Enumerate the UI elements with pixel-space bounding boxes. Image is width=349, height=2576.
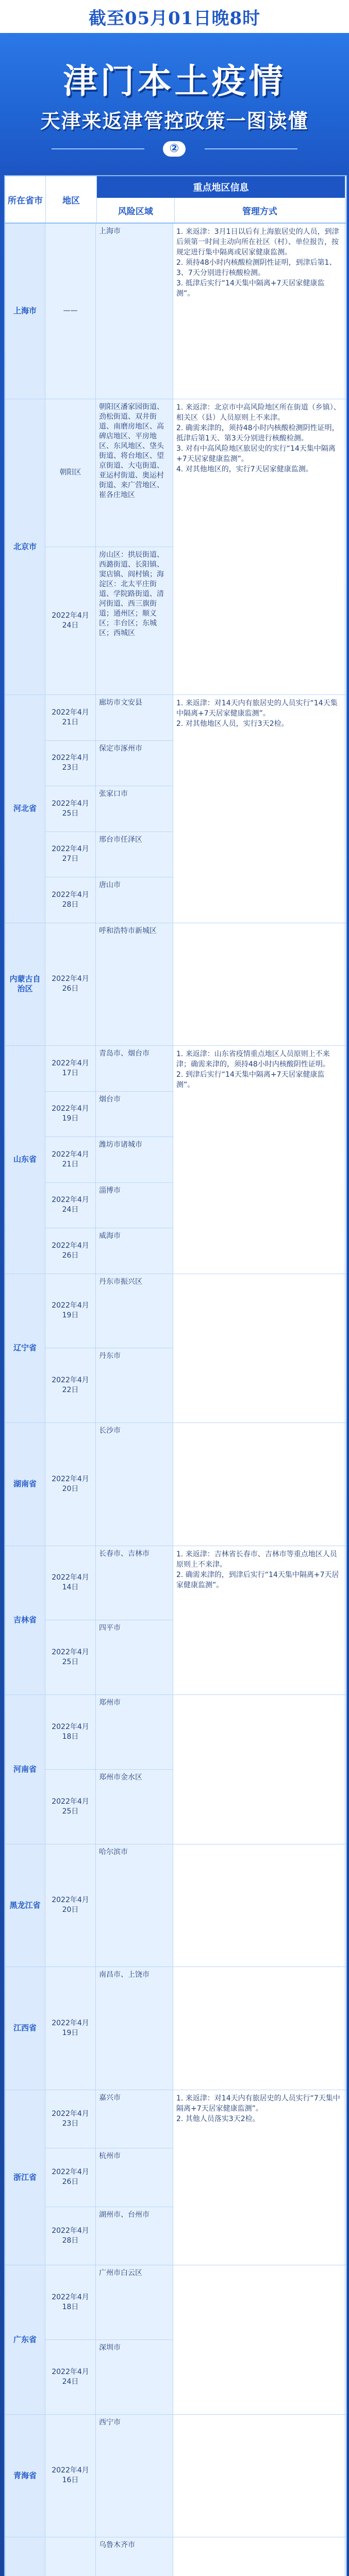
management-measure bbox=[173, 2537, 344, 2576]
province-name: 广东省 bbox=[5, 2265, 45, 2414]
onset-date: 2022年4月17日 bbox=[45, 1046, 96, 1091]
onset-date: 2022年4月26日 bbox=[45, 2148, 96, 2207]
risk-area: 上海市 bbox=[96, 224, 173, 399]
table-row bbox=[45, 1844, 173, 1967]
table-row bbox=[45, 741, 173, 787]
risk-area: 廊坊市文安县 bbox=[96, 695, 173, 740]
header-subcolumns bbox=[97, 198, 345, 223]
table-row bbox=[45, 2148, 173, 2207]
onset-date: 2022年4月14日 bbox=[45, 1546, 96, 1620]
management-measure: 1. 来返津：对14天内有旅居史的人员实行“7天集中隔离+7天居家健康监测”。 2. 其他人员落实3天2检。 bbox=[173, 2090, 344, 2265]
province-name: 吉林省 bbox=[5, 1546, 45, 1695]
date-text: 截至05月01日晚8时 bbox=[88, 8, 261, 29]
management-measure bbox=[173, 1695, 344, 1844]
onset-date: 2022年4月16日 bbox=[45, 2415, 96, 2537]
province-section bbox=[5, 1844, 346, 1968]
province-section bbox=[5, 224, 346, 399]
header-province: 所在省市 bbox=[5, 176, 46, 223]
table-row bbox=[45, 2340, 173, 2414]
risk-area: 哈尔滨市 bbox=[96, 1844, 173, 1967]
management-measure: 1. 来返津：山东省疫情重点地区人员原则上不来津；确需来津的，须持48小时内核酸阴性证明。 2. 到津后实行“14天集中隔离+7天居家健康监测”。 bbox=[173, 1046, 344, 1274]
risk-area: 深圳市 bbox=[96, 2340, 173, 2414]
table-row bbox=[45, 1348, 173, 1422]
table-header bbox=[5, 176, 346, 224]
table-row bbox=[45, 547, 173, 694]
table-row bbox=[45, 1092, 173, 1138]
province-name: 上海市 bbox=[5, 224, 45, 399]
table-row bbox=[45, 1546, 173, 1621]
risk-area: 长春市、吉林市 bbox=[96, 1546, 173, 1620]
province-section bbox=[5, 2537, 346, 2576]
risk-area: 广州市白云区 bbox=[96, 2265, 173, 2340]
onset-date: 2022年4月21日 bbox=[45, 695, 96, 740]
province-section bbox=[5, 2090, 346, 2266]
province-section bbox=[5, 2265, 346, 2415]
province-section bbox=[5, 1046, 346, 1274]
onset-date: 2022年4月26日 bbox=[45, 923, 96, 1046]
onset-date: 2022年4月24日 bbox=[45, 2340, 96, 2414]
table-row bbox=[45, 832, 173, 878]
province-name: 辽宁省 bbox=[5, 1274, 45, 1423]
divider-left bbox=[52, 148, 144, 149]
area-rows bbox=[45, 1695, 173, 1844]
risk-area: 保定市涿州市 bbox=[96, 741, 173, 786]
area-rows bbox=[45, 1274, 173, 1423]
risk-area: 乌鲁木齐市 bbox=[96, 2537, 173, 2576]
risk-area: 邢台市任泽区 bbox=[96, 832, 173, 877]
onset-date: —— bbox=[45, 224, 96, 399]
risk-area: 威海市 bbox=[96, 1228, 173, 1274]
risk-area: 西宁市 bbox=[96, 2415, 173, 2537]
onset-date: 2022年4月19日 bbox=[45, 1274, 96, 1348]
onset-date: 2022年4月24日 bbox=[45, 1183, 96, 1228]
management-measure bbox=[173, 2265, 344, 2414]
onset-date: 2022年4月18日 bbox=[45, 2265, 96, 2340]
risk-area: 郑州市金水区 bbox=[96, 1770, 173, 1844]
header-date: 地区 bbox=[46, 176, 97, 223]
onset-date: 2022年4月20日 bbox=[45, 1423, 96, 1546]
onset-date: 2022年4月27日 bbox=[45, 832, 96, 877]
onset-date: 2022年4月21日 bbox=[45, 1137, 96, 1182]
management-measure: 1. 来返津：对14天内有旅居史的人员实行“14天集中隔离+7天居家健康监测”。 2. 对其他地区人员，实行3天2检。 bbox=[173, 695, 344, 923]
province-name: 北京市 bbox=[5, 399, 45, 695]
table-row bbox=[45, 1183, 173, 1229]
table-row bbox=[45, 1695, 173, 1770]
province-section bbox=[5, 923, 346, 1046]
risk-area: 唐山市 bbox=[96, 877, 173, 923]
table-row bbox=[45, 695, 173, 741]
table-row bbox=[45, 2265, 173, 2340]
management-measure bbox=[173, 923, 344, 1046]
area-rows bbox=[45, 1967, 173, 2090]
management-measure: 1. 来返津：北京市中高风险地区所在街道（乡镇）、相关区（县）人员原则上不来津。 2. 确需来津的，须持48小时内核酸检测阴性证明，抵津后第1天、第3天分别进行核酸检测。 3. 对有中高风险地区旅居史的实行“14天集中隔离+7天居家健康监测”。 4. 对其他地区的，实行7天居家健康监测。 bbox=[173, 399, 344, 695]
risk-area: 嘉兴市 bbox=[96, 2090, 173, 2148]
province-name: 江西省 bbox=[5, 1967, 45, 2090]
table-row bbox=[45, 1967, 173, 2090]
province-name bbox=[5, 2537, 45, 2576]
table-body bbox=[5, 224, 346, 2576]
header-group-title: 重点地区信息 bbox=[97, 176, 345, 198]
onset-date: 2022年4月25日 bbox=[45, 1770, 96, 1844]
province-section bbox=[5, 1967, 346, 2090]
page-badge: ② bbox=[163, 141, 186, 157]
header-measure: 管理方式 bbox=[242, 206, 277, 217]
area-rows bbox=[45, 695, 173, 923]
province-section bbox=[5, 1423, 346, 1546]
area-rows bbox=[45, 1423, 173, 1546]
risk-area: 潍坊市诸城市 bbox=[96, 1137, 173, 1182]
risk-area: 张家口市 bbox=[96, 786, 173, 832]
risk-area: 青岛市、烟台市 bbox=[96, 1046, 173, 1091]
province-name: 黑龙江省 bbox=[5, 1844, 45, 1967]
management-measure bbox=[173, 2415, 344, 2537]
table-row bbox=[45, 923, 173, 1046]
table-row bbox=[45, 1423, 173, 1546]
area-rows bbox=[45, 923, 173, 1046]
table-row bbox=[45, 2415, 173, 2537]
area-rows bbox=[45, 2537, 173, 2576]
onset-date: 2022年4月20日 bbox=[45, 1844, 96, 1967]
province-section bbox=[5, 1695, 346, 1844]
onset-date: 2022年4月22日 bbox=[45, 1348, 96, 1422]
table-row bbox=[45, 2537, 173, 2576]
onset-date: 2022年4月26日 bbox=[45, 1228, 96, 1274]
onset-date: 2022年4月24日 bbox=[45, 547, 96, 694]
area-rows bbox=[45, 1844, 173, 1967]
risk-area: 丹东市振兴区 bbox=[96, 1274, 173, 1348]
table-row bbox=[45, 224, 173, 399]
area-rows bbox=[45, 2265, 173, 2414]
province-name: 内蒙古自治区 bbox=[5, 923, 45, 1046]
risk-area: 烟台市 bbox=[96, 1092, 173, 1137]
onset-date: 朝阳区 bbox=[45, 399, 96, 547]
table-row bbox=[45, 399, 173, 547]
risk-area: 长沙市 bbox=[96, 1423, 173, 1546]
province-name: 浙江省 bbox=[5, 2090, 45, 2265]
risk-area: 朝阳区潘家园街道、劲松街道、双井街道、南磨房地区、高碑店地区、平房地区、东风地区、垡头街道、将台地区、望京街道、大屯街道、亚运村街道、奥运村街道、来广营地区、崔各庄地区 bbox=[96, 399, 173, 547]
onset-date: 2022年4月23日 bbox=[45, 2090, 96, 2148]
area-rows bbox=[45, 399, 173, 695]
hero-subtitle: 天津来返津管控政策一图读懂 bbox=[40, 110, 309, 132]
table-row bbox=[45, 1274, 173, 1349]
table-row bbox=[45, 877, 173, 923]
table-row bbox=[45, 1046, 173, 1092]
province-section bbox=[5, 1274, 346, 1423]
onset-date: 2022年4月19日 bbox=[45, 1092, 96, 1137]
area-rows bbox=[45, 1046, 173, 1274]
onset-date: 2022年4月23日 bbox=[45, 741, 96, 786]
management-measure bbox=[173, 1274, 344, 1423]
table-row bbox=[45, 2207, 173, 2265]
onset-date: 2022年4月19日 bbox=[45, 1967, 96, 2090]
province-name: 河南省 bbox=[5, 1695, 45, 1844]
hero-title: 津门本土疫情 bbox=[63, 61, 286, 101]
area-rows bbox=[45, 2415, 173, 2537]
table-row bbox=[45, 1620, 173, 1694]
onset-date: 2022年4月28日 bbox=[45, 877, 96, 923]
hero-banner bbox=[0, 33, 349, 172]
header-group bbox=[97, 176, 345, 223]
risk-area: 郑州市 bbox=[96, 1695, 173, 1769]
onset-date: 2022年4月18日 bbox=[45, 1695, 96, 1769]
table-row bbox=[45, 786, 173, 832]
area-rows bbox=[45, 2090, 173, 2265]
divider-right bbox=[205, 148, 297, 149]
area-rows bbox=[45, 224, 173, 399]
table-row bbox=[45, 1137, 173, 1183]
province-name: 湖南省 bbox=[5, 1423, 45, 1546]
table-row bbox=[45, 1228, 173, 1274]
province-section bbox=[5, 695, 346, 923]
onset-date: 2022年4月28日 bbox=[45, 2207, 96, 2265]
province-name: 河北省 bbox=[5, 695, 45, 923]
risk-area: 杭州市 bbox=[96, 2148, 173, 2207]
management-measure bbox=[173, 1844, 344, 1967]
risk-area: 南昌市、上饶市 bbox=[96, 1967, 173, 2090]
risk-area: 丹东市 bbox=[96, 1348, 173, 1422]
table-row bbox=[45, 2090, 173, 2149]
risk-area: 四平市 bbox=[96, 1620, 173, 1694]
onset-date: 2022年4月25日 bbox=[45, 1620, 96, 1694]
risk-area: 房山区：拱辰街道、西潞街道、长阳镇、窦店镇、阎村镇；海淀区：北太平庄街道、学院路街道、清河街道、西三旗街道；通州区；顺义区；丰台区；东城区；西城区 bbox=[96, 547, 173, 694]
risk-area: 呼和浩特市新城区 bbox=[96, 923, 173, 1046]
management-measure: 1. 来返津：3月1日以后有上海旅居史的人员，到津后须第一时间主动向所在社区（村）、单位报告，按规定进行集中隔离或居家健康监测。 2. 须持48小时内核酸检测阴性证明，到津后第1、3、7天分别进行核酸检测。 3. 抵津后实行“14天集中隔离+7天居家健康监测”。 bbox=[173, 224, 344, 399]
province-section bbox=[5, 2415, 346, 2538]
header-scope: 风险区域 bbox=[97, 198, 175, 223]
table-row bbox=[45, 1770, 173, 1844]
province-name: 青海省 bbox=[5, 2415, 45, 2537]
province-section bbox=[5, 399, 346, 696]
area-rows bbox=[45, 1546, 173, 1695]
management-measure bbox=[173, 1967, 344, 2090]
onset-date: 2022年4月25日 bbox=[45, 786, 96, 832]
province-section bbox=[5, 1546, 346, 1696]
date-strip bbox=[0, 0, 349, 33]
risk-area: 淄博市 bbox=[96, 1183, 173, 1228]
province-name: 山东省 bbox=[5, 1046, 45, 1274]
risk-area: 湖州市、台州市 bbox=[96, 2207, 173, 2265]
policy-table bbox=[4, 175, 347, 2576]
management-measure: 1. 来返津：吉林省长春市、吉林市等重点地区人员原则上不来津。 2. 确需来津的，到津后实行“14天集中隔离+7天居家健康监测”。 bbox=[173, 1546, 344, 1695]
management-measure bbox=[173, 1423, 344, 1546]
onset-date bbox=[45, 2537, 96, 2576]
